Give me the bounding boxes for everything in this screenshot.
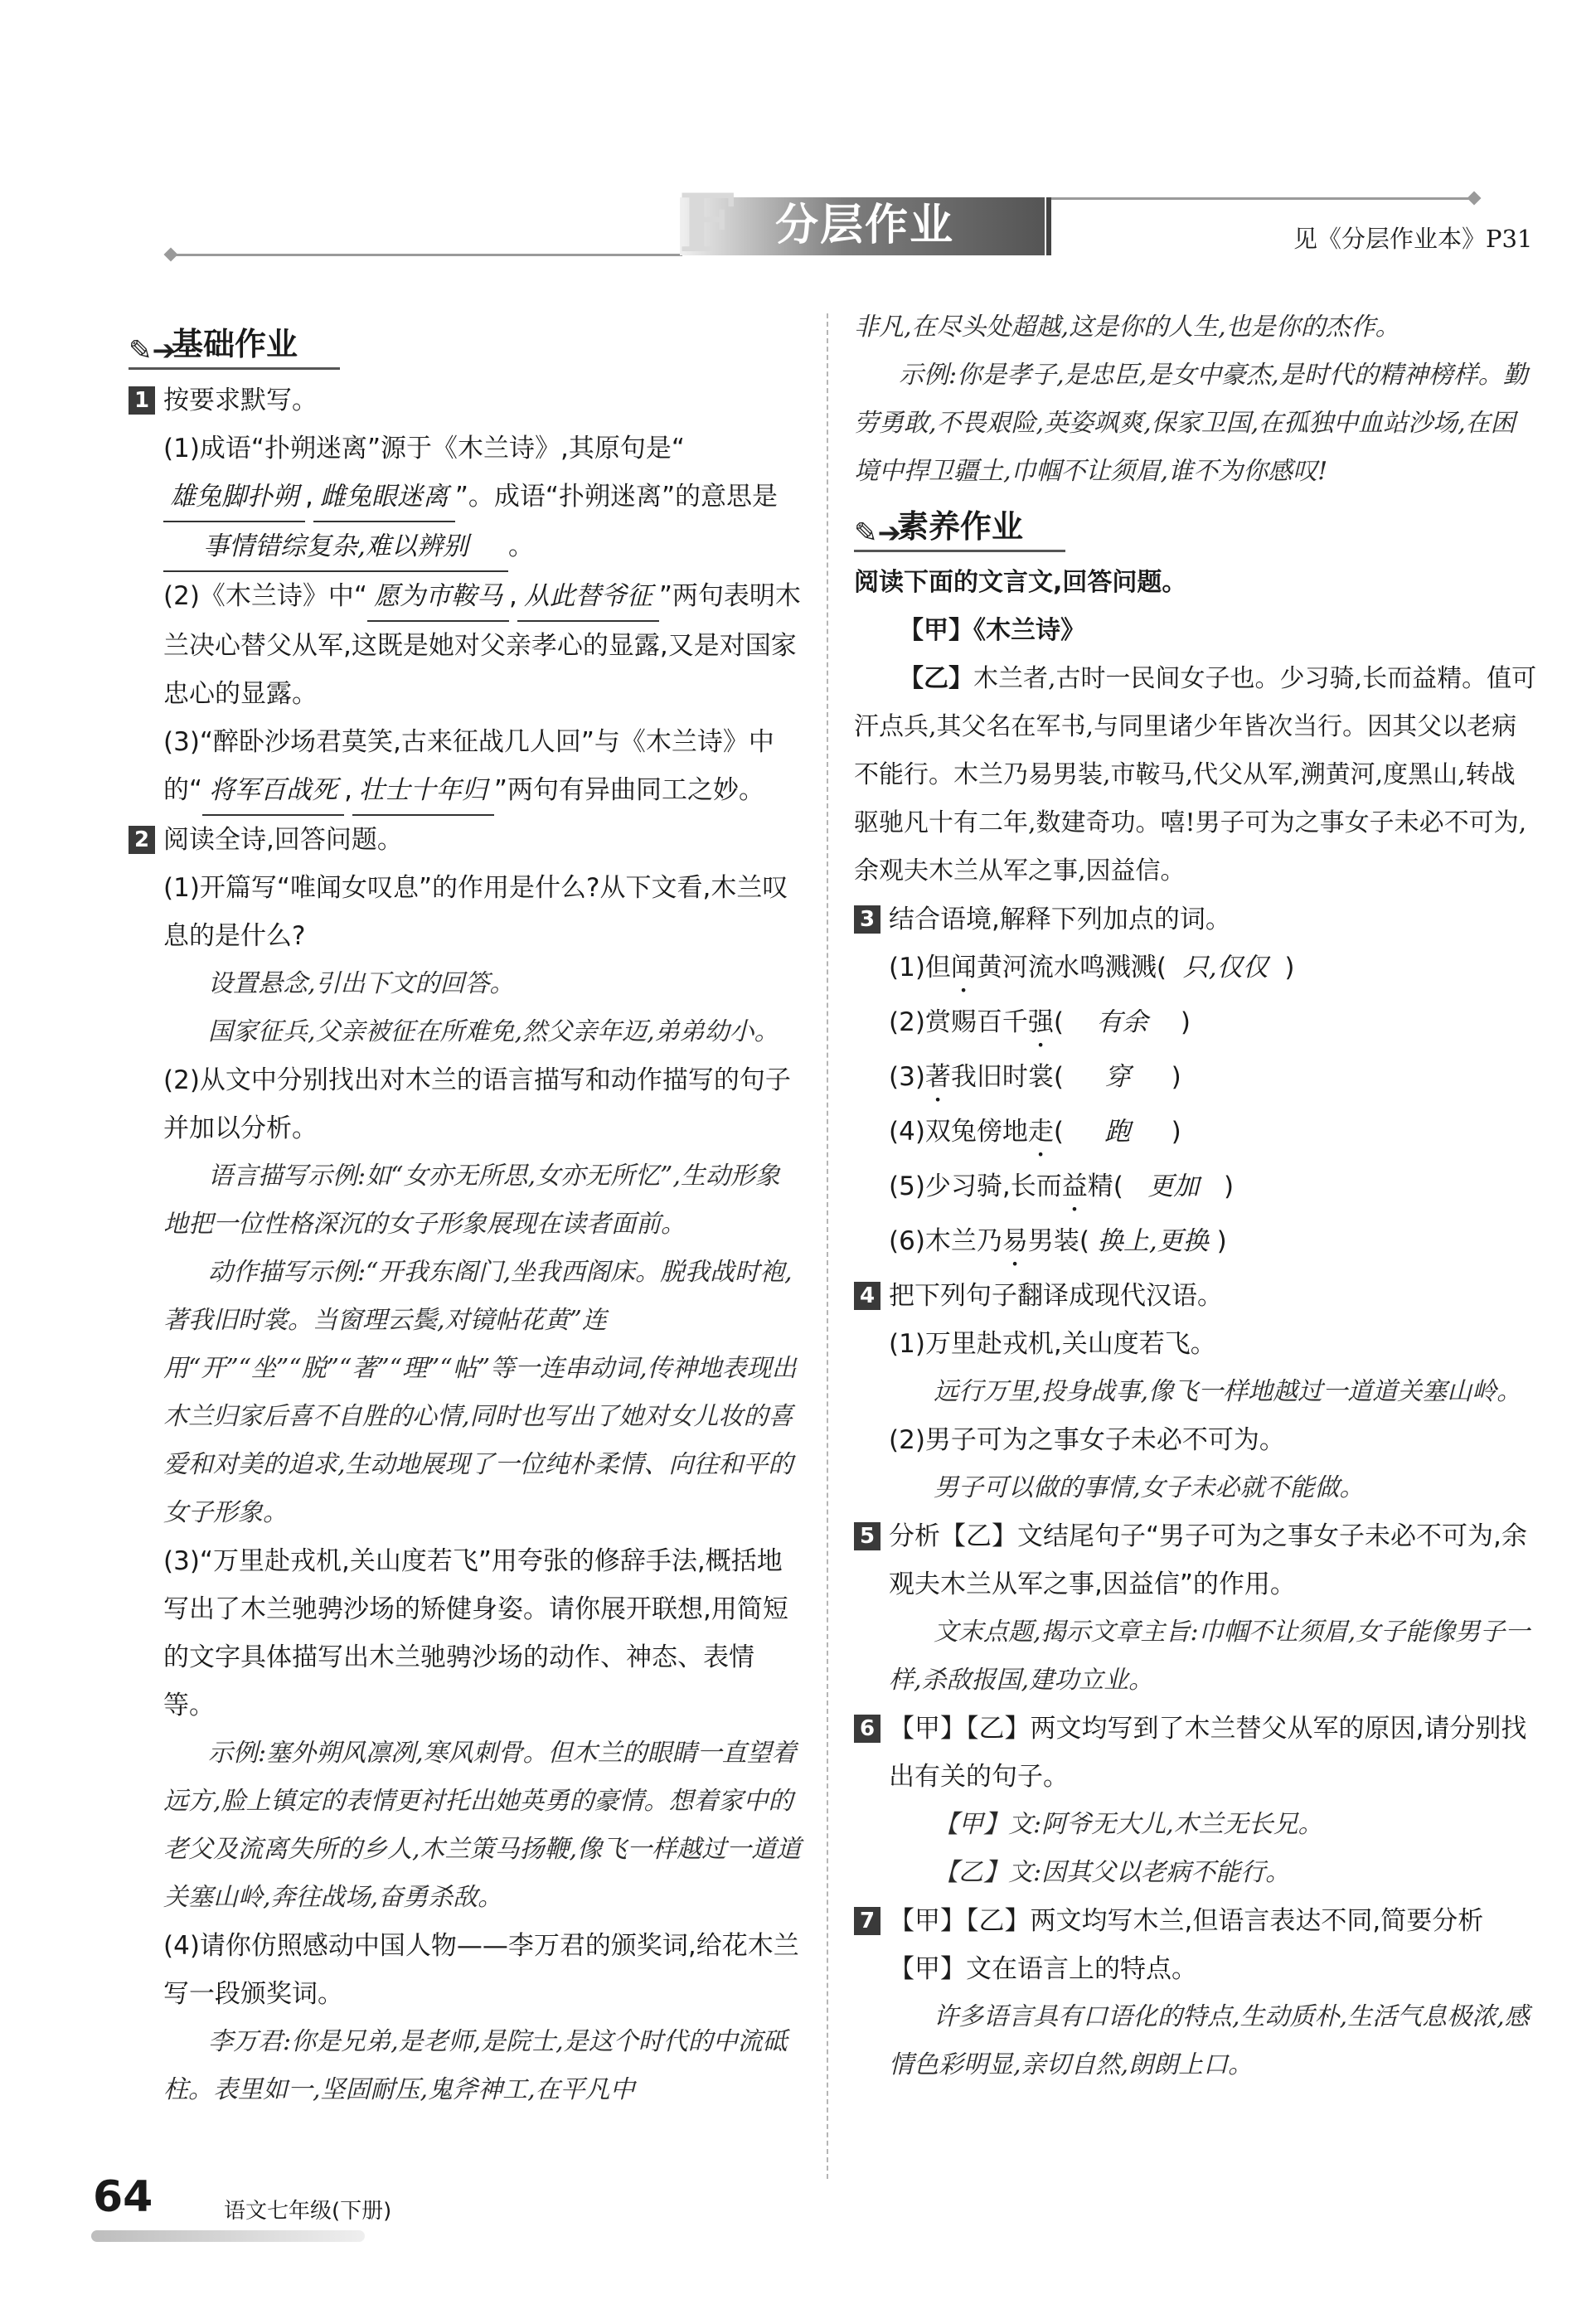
text: ”。成语“扑朔迷离”的意思是: [454, 482, 779, 512]
word-item: [889, 1162, 1538, 1217]
answer-text: 【乙】文:因其父以老病不能行。: [934, 1858, 1291, 1887]
answer-blank: 雌兔眼迷离: [313, 473, 455, 522]
answer-text: 穿: [1104, 1062, 1131, 1092]
passage-yi: [854, 655, 1538, 895]
section-basic: [129, 315, 804, 373]
answer-text: 许多语言具有口语化的特点,生动质朴,生活气息极浓,感情色彩明显,亲切自然,朗朗上口。: [889, 2002, 1530, 2079]
answer-text: 动作描写示例:“开我东阁门,坐我西阁床。脱我战时袍,著我旧时裳。当窗理云鬓,对镜帖花黄”连用“开”“坐”“脱”“著”“理”“帖”等一连串动词,传神地表现出木兰归家后喜不自胜的心情,同时也写出了她对女儿妆的喜爱和对美的追求,生动地展现了一位纯朴柔情、向往和平的女子形象。: [163, 1258, 797, 1527]
section-underline: [854, 550, 1065, 552]
section-literacy: [854, 497, 1538, 555]
text: (3): [889, 1062, 925, 1092]
sub-question-4: (4)请你仿照感动中国人物——李万君的颁奖词,给花木兰写一段颁奖词。: [163, 1931, 799, 2009]
right-column: [854, 303, 1538, 2089]
question-1: [129, 376, 804, 816]
text: (2)《木兰诗》中“: [163, 581, 367, 611]
answer-text: 李万君:你是兄弟,是老师,是院士,是这个时代的中流砥柱。表里如一,坚固耐压,鬼斧神工,在平凡中: [163, 2027, 788, 2104]
question-3: [854, 895, 1538, 1272]
sub-question-1: (1)开篇写“唯闻女叹息”的作用是什么?从下文看,木兰叹息的是什么?: [163, 873, 788, 951]
question-2: [129, 816, 804, 2114]
text: 我旧时裳(: [950, 1062, 1065, 1092]
question-number: 4: [854, 1282, 880, 1310]
text: ”两句有异曲同工之妙。: [493, 775, 764, 805]
question-number: 3: [854, 905, 880, 934]
question-7: [854, 1897, 1538, 2089]
banner-title: 分层作业: [775, 201, 955, 250]
question-number: 2: [129, 826, 155, 854]
answer-text: 有余: [1096, 1007, 1148, 1037]
question-stem: 结合语境,解释下列加点的词。: [889, 905, 1231, 934]
question-stem: 阅读全诗,回答问题。: [163, 825, 403, 855]
question-4: [854, 1272, 1538, 1512]
text: (1)但: [889, 953, 951, 982]
answer-text: 文末点题,揭示文章主旨:巾帼不让须眉,女子能像男子一样,杀敌报国,建功立业。: [889, 1618, 1531, 1695]
answer-text: 示例:你是孝子,是忠臣,是女中豪杰,是时代的精神榜样。勤劳勇敢,不畏艰险,英姿飒爽,保家卫国,在孤独中血站沙场,在困境中捍卫疆土,巾帼不让须眉,谁不为你感叹!: [854, 361, 1528, 486]
sub-question-2: (2)从文中分别找出对木兰的语言描写和动作描写的句子并加以分析。: [163, 1065, 791, 1143]
sub-question-3: [163, 718, 804, 816]
question-5: [854, 1512, 1538, 1705]
dotted-word: 益: [1061, 1172, 1088, 1201]
question-6: [854, 1705, 1538, 1897]
text: ): [1216, 1226, 1227, 1256]
banner-letter: F: [678, 177, 735, 270]
answer-text: 语言描写示例:如“女亦无所思,女亦无所忆”,生动形象地把一位性格深沉的女子形象展现在读者面前。: [163, 1162, 780, 1239]
text: 。: [508, 531, 534, 561]
text: 黄河流水鸣溅溅(: [976, 953, 1167, 982]
header-rule-left-dot: [164, 248, 178, 262]
passage-yi-label: 【乙】: [899, 664, 973, 693]
left-column: [129, 313, 804, 2114]
banner-bar: [1046, 197, 1051, 255]
pencil-arrow-icon: ✎➔: [129, 334, 176, 367]
section-underline: [129, 367, 340, 370]
text: ”两句表明木兰决心替父从军,这既是她对父亲孝心的显露,又是对国家忠心的显露。: [163, 581, 801, 709]
answer-blank: 事情错综复杂,难以辨别: [163, 522, 508, 572]
text: (6)木兰乃: [889, 1226, 1002, 1256]
passage-yi-text: 木兰者,古时一民间女子也。少习骑,长而益精。值可汗点兵,其父名在军书,与同里诸少年皆次当行。因其父以老病不能行。木兰乃易男装,市鞍马,代父从军,溯黄河,度黑山,转战驱驰凡十有二年,数建奇功。嘻!男子可为之事女子未必不可为,余观夫木兰从军之事,因益信。: [854, 664, 1537, 885]
sub-question-1: [163, 425, 804, 572]
text: ): [1171, 1062, 1181, 1092]
word-item: [889, 1217, 1538, 1272]
question-number: 7: [854, 1907, 880, 1935]
dotted-word: 闻: [950, 953, 977, 982]
text: (2)赏赐百千: [889, 1007, 1028, 1037]
answer-text: 远行万里,投身战事,像飞一样地越过一道道关塞山岭。: [934, 1377, 1522, 1406]
text: ): [1171, 1117, 1181, 1147]
word-item: [889, 1108, 1538, 1162]
question-stem: 【甲】【乙】两文均写木兰,但语言表达不同,简要分析【甲】文在语言上的特点。: [889, 1906, 1484, 1984]
dotted-word: 走: [1027, 1117, 1054, 1147]
pencil-arrow-icon: ✎➔: [854, 517, 901, 550]
text: (5)少习骑,长而: [889, 1172, 1062, 1201]
answer-blank: 愿为市鞍马: [367, 572, 509, 622]
text: ): [1224, 1172, 1235, 1201]
answer-blank: 雄兔脚扑朔: [163, 473, 305, 522]
answer-text: 跑: [1104, 1117, 1131, 1147]
text: (1)成语“扑朔迷离”源于《木兰诗》,其原句是“: [163, 434, 685, 463]
dotted-word: 强: [1027, 1007, 1054, 1037]
workbook-reference: 见《分层作业本》P31: [1293, 225, 1533, 253]
answer-text: 换上,更换: [1097, 1226, 1209, 1256]
question-stem: 分析【乙】文结尾句子“男子可为之事女子未必不可为,余观夫木兰从军之事,因益信”的作用。: [889, 1521, 1527, 1599]
text: ): [1284, 953, 1295, 982]
text: (3)“醉卧沙场君莫笑,古来征战几人回”与《木兰诗》中的“: [163, 727, 774, 805]
text: 男装(: [1027, 1226, 1090, 1256]
page-number-bar: [91, 2230, 365, 2242]
text: (: [1053, 1007, 1065, 1037]
answer-text: 只,仅仅: [1182, 953, 1269, 982]
header-rule-right-dot: [1467, 192, 1482, 206]
dotted-word: 易: [1002, 1226, 1028, 1256]
section-title-literacy: 素养作业: [897, 508, 1024, 545]
text: ,: [344, 775, 352, 805]
text: ,: [508, 581, 517, 611]
text: ,: [305, 482, 313, 512]
question-number: 5: [854, 1522, 880, 1550]
reading-intro: 阅读下面的文言文,回答问题。: [854, 568, 1187, 597]
dotted-word: 著: [924, 1062, 951, 1092]
question-number: 1: [129, 386, 155, 415]
answer-text: 男子可以做的事情,女子未必就不能做。: [934, 1473, 1365, 1502]
text: (4)双兔傍地: [889, 1117, 1028, 1147]
column-divider: [827, 313, 828, 2179]
passage-jia-title: 【甲】《木兰诗》: [899, 616, 1085, 645]
section-title-basic: 基础作业: [172, 326, 298, 362]
question-stem: 按要求默写。: [163, 386, 318, 415]
header-rule-right: [1051, 197, 1472, 200]
text: ): [1180, 1007, 1191, 1037]
word-item: [889, 998, 1538, 1053]
answer-text: 设置悬念,引出下文的回答。: [208, 969, 515, 998]
word-item: [889, 1053, 1538, 1108]
sub-question-1: (1)万里赴戎机,关山度若飞。: [889, 1329, 1216, 1359]
page-number: 64: [93, 2172, 153, 2222]
sub-question-2: (2)男子可为之事女子未必不可为。: [889, 1425, 1285, 1455]
answer-continued: 非凡,在尽头处超越,这是你的人生,也是你的杰作。: [854, 313, 1400, 342]
answer-text: 国家征兵,父亲被征在所难免,然父亲年迈,弟弟幼小。: [208, 1017, 779, 1046]
answer-blank: 从此替爷征: [517, 572, 659, 622]
text: (: [1053, 1117, 1065, 1147]
answer-text: 更加: [1147, 1172, 1200, 1201]
text: 精(: [1087, 1172, 1123, 1201]
header-rule-left: [170, 254, 682, 256]
answer-blank: 壮士十年归: [352, 766, 494, 816]
word-item: [889, 944, 1538, 998]
sub-question-3: (3)“万里赴戎机,关山度若飞”用夸张的修辞手法,概括地写出了木兰驰骋沙场的矫健身姿。请你展开联想,用简短的文字具体描写出木兰驰骋沙场的动作、神态、表情等。: [163, 1546, 788, 1720]
answer-blank: 将军百战死: [202, 766, 344, 816]
sub-question-2: [163, 572, 804, 718]
answer-text: 示例:塞外朔风凛冽,寒风刺骨。但木兰的眼睛一直望着远方,脸上镇定的表情更衬托出她英勇的豪情。想着家中的老父及流离失所的乡人,木兰策马扬鞭,像飞一样越过一道道关塞山岭,奔往战场,奋勇杀敌。: [163, 1739, 802, 1912]
answer-text: 【甲】文:阿爷无大儿,木兰无长兄。: [934, 1810, 1323, 1839]
book-title: 语文七年级(下册): [224, 2199, 392, 2224]
question-stem: 把下列句子翻译成现代汉语。: [889, 1281, 1223, 1311]
question-stem: 【甲】【乙】两文均写到了木兰替父从军的原因,请分别找出有关的句子。: [889, 1714, 1527, 1792]
question-number: 6: [854, 1715, 880, 1743]
